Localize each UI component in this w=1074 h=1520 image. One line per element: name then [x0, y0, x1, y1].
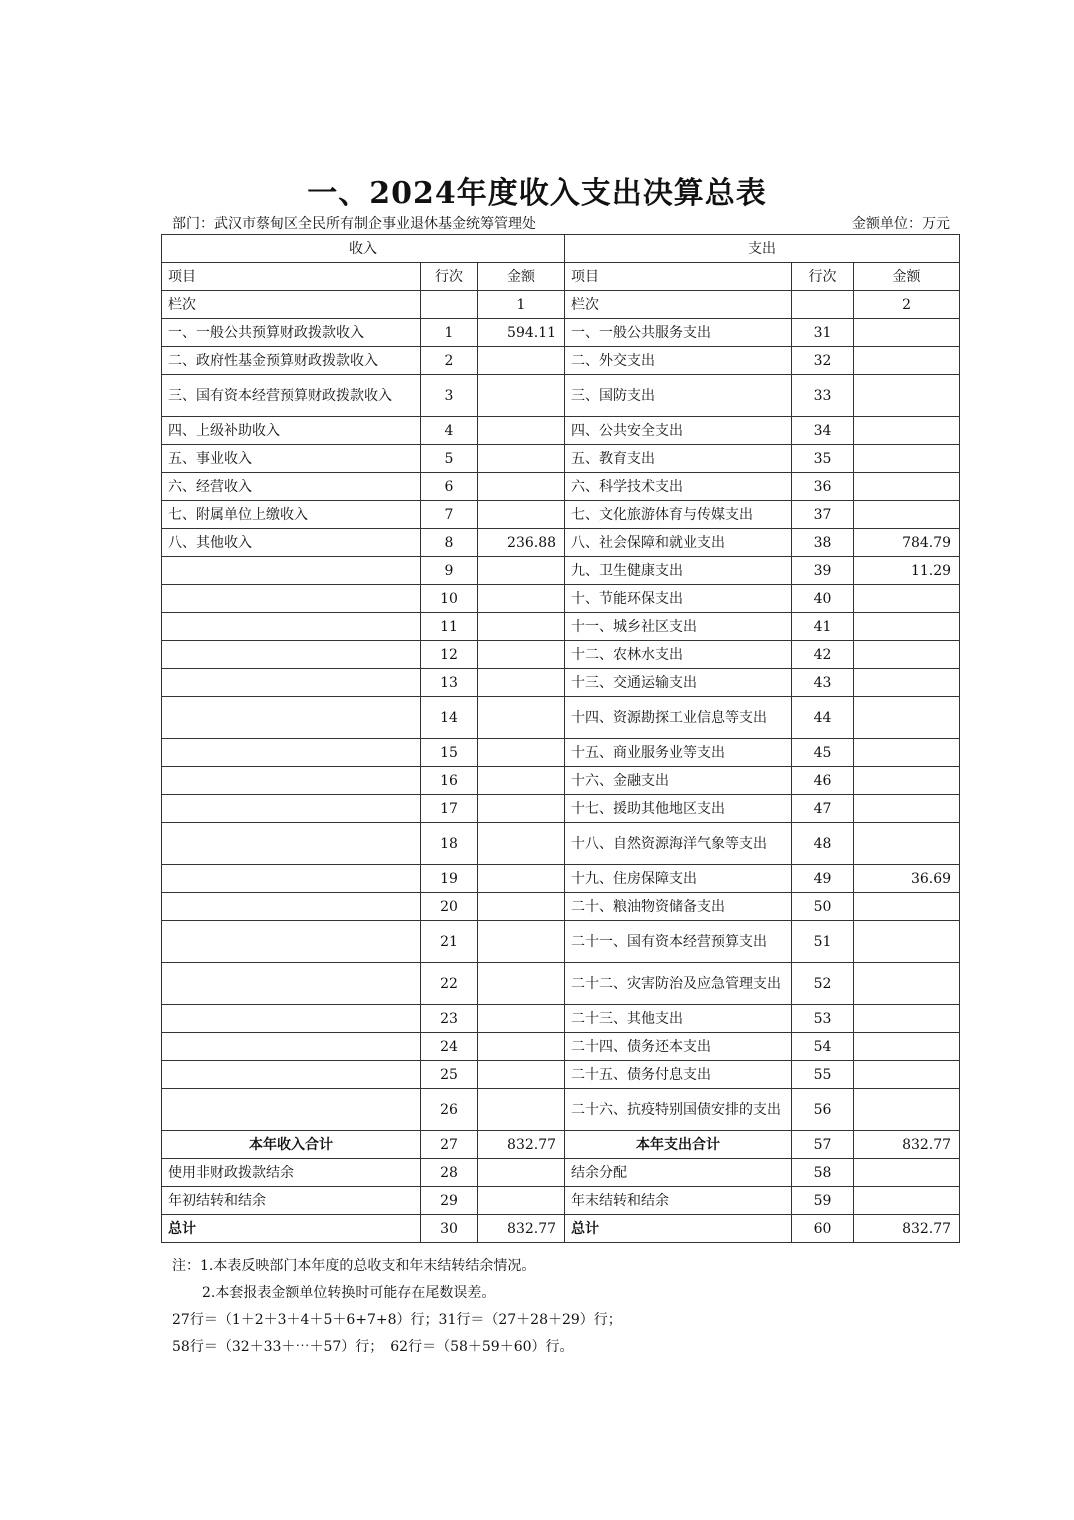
income-rowno-cell: 4	[421, 417, 478, 445]
income-rowno-cell: 29	[421, 1187, 478, 1215]
income-amount-cell	[478, 375, 565, 417]
table-row	[162, 823, 960, 865]
expense-amount-cell	[854, 1159, 960, 1187]
expense-amount-cell: 832.77	[854, 1215, 960, 1243]
expense-rowno-cell: 34	[792, 417, 854, 445]
expense-item-cell: 二十、粮油物资储备支出	[565, 893, 792, 921]
expense-rowno-cell: 58	[792, 1159, 854, 1187]
section-header-row	[162, 235, 960, 263]
table-row	[162, 795, 960, 823]
income-item-cell	[162, 585, 421, 613]
income-amount-cell	[478, 347, 565, 375]
expense-amount-cell	[854, 795, 960, 823]
unit-label: 金额单位：万元	[852, 216, 950, 232]
table-row	[162, 585, 960, 613]
column-number-row	[162, 291, 960, 319]
expense-item-cell: 一、一般公共服务支出	[565, 319, 792, 347]
income-rowno-cell: 2	[421, 347, 478, 375]
income-rowno-cell: 7	[421, 501, 478, 529]
income-rowno-cell: 18	[421, 823, 478, 865]
expense-item-cell: 三、国防支出	[565, 375, 792, 417]
expense-amount-cell	[854, 641, 960, 669]
expense-rowno-cell: 54	[792, 1033, 854, 1061]
income-item-cell	[162, 641, 421, 669]
income-rowno-cell: 25	[421, 1061, 478, 1089]
income-item-cell	[162, 893, 421, 921]
income-amount-cell	[478, 795, 565, 823]
expense-rowno-cell: 50	[792, 893, 854, 921]
income-rowno-cell: 23	[421, 1005, 478, 1033]
income-expense-table	[161, 234, 960, 1243]
income-item-cell: 五、事业收入	[162, 445, 421, 473]
total-row	[162, 1215, 960, 1243]
income-item-cell	[162, 669, 421, 697]
expense-item-cell: 九、卫生健康支出	[565, 557, 792, 585]
income-amount-cell	[478, 473, 565, 501]
expense-item-cell: 二十五、债务付息支出	[565, 1061, 792, 1089]
table-row	[162, 739, 960, 767]
expense-amount-cell	[854, 893, 960, 921]
expense-rowno-cell: 52	[792, 963, 854, 1005]
income-amount-cell	[478, 697, 565, 739]
expense-rowno-cell: 59	[792, 1187, 854, 1215]
income-amount-cell	[478, 1187, 565, 1215]
expense-rowno-cell: 41	[792, 613, 854, 641]
income-amount-header: 金额	[478, 263, 565, 291]
income-rowno-cell: 5	[421, 445, 478, 473]
income-amount-cell	[478, 445, 565, 473]
table-row	[162, 641, 960, 669]
expense-column-blank	[792, 291, 854, 319]
expense-item-cell: 十七、援助其他地区支出	[565, 795, 792, 823]
expense-amount-cell	[854, 1061, 960, 1089]
income-item-cell: 三、国有资本经营预算财政拨款收入	[162, 375, 421, 417]
income-rowno-cell: 22	[421, 963, 478, 1005]
table-row	[162, 865, 960, 893]
income-amount-cell: 832.77	[478, 1215, 565, 1243]
expense-rowno-cell: 56	[792, 1089, 854, 1131]
income-item-cell	[162, 739, 421, 767]
income-item-cell: 年初结转和结余	[162, 1187, 421, 1215]
expense-item-cell: 二十六、抗疫特别国债安排的支出	[565, 1089, 792, 1131]
income-item-cell: 六、经营收入	[162, 473, 421, 501]
income-amount-cell	[478, 641, 565, 669]
expense-header: 支出	[565, 235, 960, 263]
expense-amount-cell	[854, 417, 960, 445]
income-amount-cell	[478, 417, 565, 445]
table-row	[162, 1033, 960, 1061]
expense-amount-cell	[854, 1033, 960, 1061]
expense-rowno-cell: 57	[792, 1131, 854, 1159]
expense-item-cell: 十五、商业服务业等支出	[565, 739, 792, 767]
department-label: 部门：武汉市蔡甸区全民所有制企事业退休基金统筹管理处	[172, 216, 536, 232]
expense-amount-cell	[854, 1089, 960, 1131]
expense-rowno-cell: 46	[792, 767, 854, 795]
total-row	[162, 1131, 960, 1159]
expense-item-cell: 十一、城乡社区支出	[565, 613, 792, 641]
expense-item-cell: 十八、自然资源海洋气象等支出	[565, 823, 792, 865]
table-row	[162, 445, 960, 473]
expense-item-cell: 总计	[565, 1215, 792, 1243]
income-column-no: 1	[478, 291, 565, 319]
income-item-cell	[162, 921, 421, 963]
expense-amount-cell	[854, 739, 960, 767]
income-rowno-cell: 21	[421, 921, 478, 963]
expense-amount-cell	[854, 347, 960, 375]
table-row	[162, 557, 960, 585]
income-item-cell: 八、其他收入	[162, 529, 421, 557]
table-row	[162, 473, 960, 501]
note-line: 注：1.本表反映部门本年度的总收支和年末结转结余情况。	[172, 1258, 536, 1274]
expense-amount-cell	[854, 585, 960, 613]
expense-rowno-cell: 45	[792, 739, 854, 767]
income-rowno-cell: 9	[421, 557, 478, 585]
expense-amount-cell	[854, 921, 960, 963]
income-amount-cell	[478, 1005, 565, 1033]
column-header-row	[162, 263, 960, 291]
expense-rowno-cell: 60	[792, 1215, 854, 1243]
income-item-cell: 总计	[162, 1215, 421, 1243]
expense-rowno-cell: 55	[792, 1061, 854, 1089]
income-amount-cell	[478, 767, 565, 795]
expense-rowno-cell: 36	[792, 473, 854, 501]
table-row	[162, 963, 960, 1005]
income-rowno-cell: 15	[421, 739, 478, 767]
income-amount-cell	[478, 921, 565, 963]
income-item-cell: 四、上级补助收入	[162, 417, 421, 445]
income-rowno-cell: 10	[421, 585, 478, 613]
total-row	[162, 1187, 960, 1215]
expense-rowno-cell: 37	[792, 501, 854, 529]
expense-item-cell: 十六、金融支出	[565, 767, 792, 795]
expense-rowno-cell: 53	[792, 1005, 854, 1033]
income-amount-cell: 236.88	[478, 529, 565, 557]
expense-amount-cell	[854, 473, 960, 501]
income-item-cell	[162, 865, 421, 893]
income-amount-cell	[478, 963, 565, 1005]
report-meta	[172, 213, 950, 233]
income-amount-cell: 832.77	[478, 1131, 565, 1159]
expense-column-label: 栏次	[565, 291, 792, 319]
expense-rowno-cell: 40	[792, 585, 854, 613]
expense-item-cell: 五、教育支出	[565, 445, 792, 473]
income-amount-cell	[478, 1159, 565, 1187]
expense-item-cell: 二十三、其他支出	[565, 1005, 792, 1033]
expense-amount-cell	[854, 1005, 960, 1033]
income-rowno-cell: 13	[421, 669, 478, 697]
income-amount-cell	[478, 613, 565, 641]
income-item-cell: 使用非财政拨款结余	[162, 1159, 421, 1187]
income-item-cell	[162, 1061, 421, 1089]
expense-rowno-cell: 39	[792, 557, 854, 585]
table-row	[162, 501, 960, 529]
income-rowno-cell: 6	[421, 473, 478, 501]
income-amount-cell	[478, 501, 565, 529]
expense-item-cell: 年末结转和结余	[565, 1187, 792, 1215]
table-row	[162, 375, 960, 417]
expense-amount-cell: 832.77	[854, 1131, 960, 1159]
table-row	[162, 669, 960, 697]
income-rowno-cell: 3	[421, 375, 478, 417]
expense-rowno-cell: 48	[792, 823, 854, 865]
expense-item-cell: 二十一、国有资本经营预算支出	[565, 921, 792, 963]
expense-item-cell: 十九、住房保障支出	[565, 865, 792, 893]
table-row	[162, 1089, 960, 1131]
income-rowno-cell: 26	[421, 1089, 478, 1131]
income-amount-cell	[478, 865, 565, 893]
table-row	[162, 1061, 960, 1089]
notes	[172, 1253, 972, 1361]
income-rowno-cell: 12	[421, 641, 478, 669]
note-line: 2.本套报表金额单位转换时可能存在尾数误差。	[202, 1285, 496, 1301]
expense-amount-cell	[854, 613, 960, 641]
income-amount-cell	[478, 823, 565, 865]
expense-rowno-cell: 42	[792, 641, 854, 669]
table-row	[162, 319, 960, 347]
income-item-cell: 二、政府性基金预算财政拨款收入	[162, 347, 421, 375]
expense-item-cell: 六、科学技术支出	[565, 473, 792, 501]
table-row	[162, 893, 960, 921]
income-amount-cell	[478, 1033, 565, 1061]
expense-item-cell: 二、外交支出	[565, 347, 792, 375]
expense-item-header: 项目	[565, 263, 792, 291]
expense-item-cell: 十四、资源勘探工业信息等支出	[565, 697, 792, 739]
expense-amount-cell	[854, 445, 960, 473]
expense-amount-header: 金额	[854, 263, 960, 291]
income-column-label: 栏次	[162, 291, 421, 319]
income-item-cell	[162, 767, 421, 795]
income-item-cell	[162, 697, 421, 739]
income-item-header: 项目	[162, 263, 421, 291]
income-rowno-cell: 1	[421, 319, 478, 347]
expense-item-cell: 结余分配	[565, 1159, 792, 1187]
expense-rowno-cell: 49	[792, 865, 854, 893]
expense-item-cell: 本年支出合计	[565, 1131, 792, 1159]
expense-rowno-cell: 44	[792, 697, 854, 739]
expense-rowno-cell: 32	[792, 347, 854, 375]
income-item-cell	[162, 1033, 421, 1061]
expense-item-cell: 七、文化旅游体育与传媒支出	[565, 501, 792, 529]
total-row	[162, 1159, 960, 1187]
table-row	[162, 613, 960, 641]
income-rowno-cell: 14	[421, 697, 478, 739]
expense-amount-cell: 36.69	[854, 865, 960, 893]
expense-column-no: 2	[854, 291, 960, 319]
income-amount-cell	[478, 669, 565, 697]
expense-rowno-cell: 31	[792, 319, 854, 347]
expense-amount-cell	[854, 963, 960, 1005]
expense-rowno-cell: 43	[792, 669, 854, 697]
income-rowno-cell: 16	[421, 767, 478, 795]
table-row	[162, 417, 960, 445]
income-rowno-cell: 20	[421, 893, 478, 921]
expense-rowno-cell: 47	[792, 795, 854, 823]
table-row	[162, 921, 960, 963]
income-amount-cell	[478, 585, 565, 613]
income-rowno-header: 行次	[421, 263, 478, 291]
income-column-blank	[421, 291, 478, 319]
expense-item-cell: 十三、交通运输支出	[565, 669, 792, 697]
expense-rowno-cell: 33	[792, 375, 854, 417]
table-row	[162, 1005, 960, 1033]
table-row	[162, 529, 960, 557]
income-amount-cell	[478, 739, 565, 767]
income-item-cell	[162, 823, 421, 865]
table-row	[162, 347, 960, 375]
expense-item-cell: 二十二、灾害防治及应急管理支出	[565, 963, 792, 1005]
expense-rowno-header: 行次	[792, 263, 854, 291]
income-item-cell	[162, 1005, 421, 1033]
income-item-cell	[162, 557, 421, 585]
expense-amount-cell	[854, 697, 960, 739]
income-amount-cell	[478, 557, 565, 585]
expense-item-cell: 十、节能环保支出	[565, 585, 792, 613]
income-amount-cell: 594.11	[478, 319, 565, 347]
expense-item-cell: 四、公共安全支出	[565, 417, 792, 445]
income-amount-cell	[478, 893, 565, 921]
expense-amount-cell	[854, 823, 960, 865]
report-title: 一、2024年度收入支出决算总表	[307, 176, 767, 211]
income-item-cell	[162, 795, 421, 823]
income-item-cell: 一、一般公共预算财政拨款收入	[162, 319, 421, 347]
income-rowno-cell: 19	[421, 865, 478, 893]
expense-rowno-cell: 38	[792, 529, 854, 557]
expense-amount-cell	[854, 669, 960, 697]
income-item-cell	[162, 963, 421, 1005]
income-rowno-cell: 30	[421, 1215, 478, 1243]
expense-amount-cell	[854, 375, 960, 417]
expense-amount-cell: 11.29	[854, 557, 960, 585]
income-rowno-cell: 27	[421, 1131, 478, 1159]
expense-rowno-cell: 35	[792, 445, 854, 473]
income-item-cell	[162, 1089, 421, 1131]
expense-rowno-cell: 51	[792, 921, 854, 963]
expense-amount-cell	[854, 1187, 960, 1215]
income-rowno-cell: 17	[421, 795, 478, 823]
income-header: 收入	[162, 235, 565, 263]
expense-item-cell: 十二、农林水支出	[565, 641, 792, 669]
note-line: 58行＝（32＋33＋⋯＋57）行； 62行＝（58＋59＋60）行。	[172, 1339, 574, 1355]
income-rowno-cell: 11	[421, 613, 478, 641]
income-rowno-cell: 28	[421, 1159, 478, 1187]
note-line: 27行＝（1＋2＋3＋4＋5＋6+7+8）行；31行＝（27＋28＋29）行；	[172, 1312, 622, 1328]
expense-amount-cell: 784.79	[854, 529, 960, 557]
expense-item-cell: 八、社会保障和就业支出	[565, 529, 792, 557]
expense-item-cell: 二十四、债务还本支出	[565, 1033, 792, 1061]
income-rowno-cell: 24	[421, 1033, 478, 1061]
table-row	[162, 697, 960, 739]
income-item-cell: 七、附属单位上缴收入	[162, 501, 421, 529]
table-row	[162, 767, 960, 795]
income-item-cell: 本年收入合计	[162, 1131, 421, 1159]
income-amount-cell	[478, 1089, 565, 1131]
income-item-cell	[162, 613, 421, 641]
income-rowno-cell: 8	[421, 529, 478, 557]
expense-amount-cell	[854, 767, 960, 795]
expense-amount-cell	[854, 501, 960, 529]
income-amount-cell	[478, 1061, 565, 1089]
expense-amount-cell	[854, 319, 960, 347]
